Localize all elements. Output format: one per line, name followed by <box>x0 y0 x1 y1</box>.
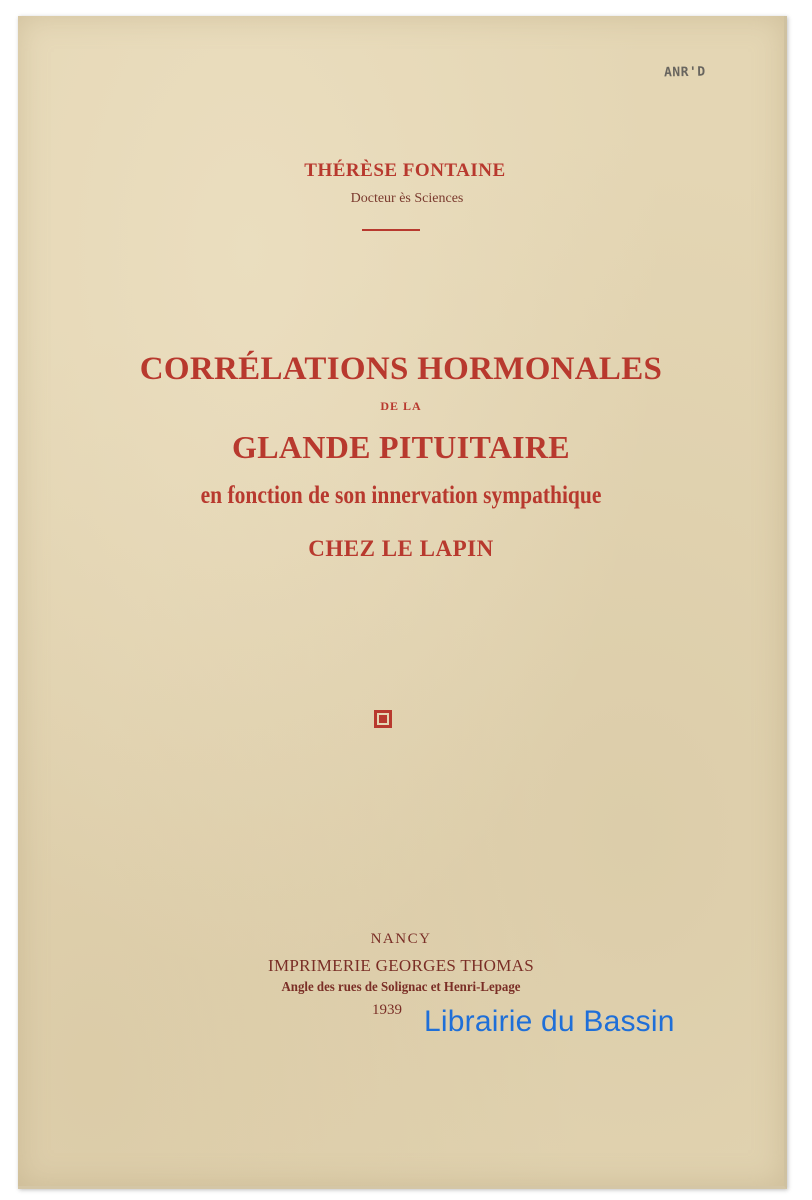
seller-watermark: Librairie du Bassin <box>424 1005 675 1038</box>
author-degree: Docteur ès Sciences <box>350 191 464 206</box>
book-subtitle: en fonction de son innervation sympathique <box>200 482 602 509</box>
publisher-name: IMPRIMERIE GEORGES THOMAS <box>268 956 534 975</box>
divider-rule <box>362 229 420 231</box>
library-stamp: ANR'D <box>663 64 706 81</box>
publisher-address: Angle des rues de Solignac et Henri-Lepage <box>281 980 521 995</box>
book-title-connector: DE LA <box>380 399 422 413</box>
publisher-city: NANCY <box>370 931 432 947</box>
square-ornament-icon <box>374 710 392 728</box>
book-title-line2: GLANDE PITUITAIRE <box>232 429 570 465</box>
book-subtitle-line2: CHEZ LE LAPIN <box>308 536 494 561</box>
author-name: THÉRÈSE FONTAINE <box>304 160 506 181</box>
publication-year: 1939 <box>372 1002 402 1018</box>
book-title-line1: CORRÉLATIONS HORMONALES <box>139 351 663 387</box>
